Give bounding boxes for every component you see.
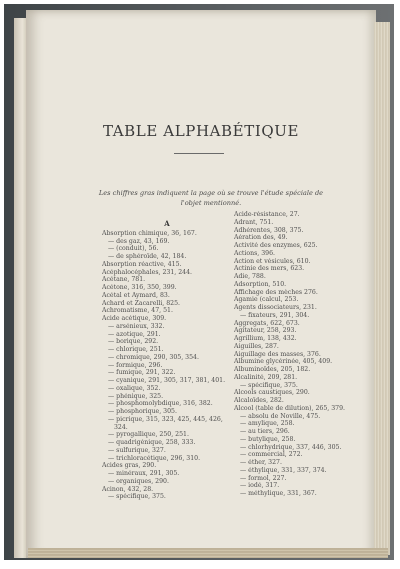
index-entry: Absorption chimique, 36, 167. — [102, 229, 197, 237]
index-entry: — phosphorique, 305. — [108, 408, 177, 415]
index-entry: — borique, 292. — [108, 338, 159, 346]
index-column-left — [102, 220, 232, 501]
index-entry: 324. — [114, 423, 128, 431]
right-entries — [234, 211, 364, 498]
index-entry: — iodé, 317. — [240, 482, 280, 490]
book-spine — [14, 18, 26, 558]
page-edges-bottom — [28, 548, 388, 558]
index-entry: Acide-résistance, 27. — [234, 211, 300, 218]
index-entry: — formique, 296. — [108, 361, 163, 369]
page-title: TABLE ALPHABÉTIQUE — [102, 122, 300, 140]
index-entry: — éther, 327. — [240, 459, 282, 466]
index-entry: Albumine glycérinée, 405, 409. — [234, 358, 333, 366]
index-entry: — de sphéroïde, 42, 184. — [108, 253, 187, 260]
index-entry: Actinie des mers, 623. — [234, 265, 305, 273]
index-entry: — fixateurs, 291, 304. — [240, 311, 310, 319]
index-note: Les chiffres gras indiquent la page où se trouve l'étude spéciale de l'objet mentionné. — [98, 189, 324, 207]
index-entry: Acide acétique, 309. — [102, 315, 167, 322]
index-entry: — formol, 227. — [240, 474, 287, 482]
index-entry: — phénique, 325. — [108, 392, 164, 400]
index-entry: — oxalique, 352. — [108, 384, 161, 392]
index-entry: — méthylique, 331, 367. — [240, 490, 317, 497]
index-entry: Acétone, 316, 350, 399. — [102, 284, 177, 291]
index-entry: Actions, 396. — [234, 249, 275, 257]
index-entry: — organiques, 290. — [108, 477, 169, 485]
index-entry: — phosphomolybdique, 316, 382. — [108, 400, 213, 408]
index-entry: Affichage des mèches 276. — [234, 288, 318, 296]
index-entry: Alcaloïdes, 282. — [234, 397, 284, 404]
index-entry: — éthylique, 331, 337, 374. — [240, 466, 327, 474]
index-entry: Agamie (calcul, 253. — [234, 296, 299, 304]
index-entry: — chlorhydrique, 337, 446, 305. — [240, 443, 342, 451]
index-entry: Alcalinité, 209, 281. — [234, 373, 298, 381]
page-edges — [374, 22, 390, 555]
index-entry: Aiguillage des masses, 376. — [234, 350, 321, 358]
index-entry: Acétane, 781. — [102, 276, 146, 284]
index-entry: — pyrogallique, 250, 251. — [108, 431, 189, 439]
index-entry: — quadrigénique, 258, 333. — [108, 439, 196, 446]
index-entry: — butylique, 258. — [240, 435, 296, 443]
index-entry: — spécifique, 375. — [240, 381, 298, 389]
index-entry: Acides gras, 290. — [102, 462, 157, 470]
left-entries — [102, 230, 232, 501]
index-entry: Acinon, 432, 28. — [102, 485, 154, 493]
index-entry: — chromique, 290, 305, 354. — [108, 353, 199, 361]
index-entry: Aiguilles, 287. — [234, 342, 279, 350]
index-entry: Achromatisme, 47, 51. — [102, 307, 173, 315]
book-photo-background — [4, 4, 394, 560]
index-entry: — minéraux, 291, 305. — [108, 470, 180, 477]
index-entry: — absolu de Noville, 475. — [240, 412, 321, 420]
index-entry: — spécifique, 375. — [108, 493, 166, 501]
index-entry: Alcools caustiques, 290. — [234, 389, 310, 397]
index-entry: Acéphalocéphales, 231, 244. — [102, 268, 192, 276]
index-entry: — commercial, 272. — [240, 451, 303, 459]
index-entry: Adsorption, 510. — [234, 280, 287, 288]
index-entry: — chlorique, 251. — [108, 346, 164, 353]
title-rule — [174, 153, 224, 154]
index-entry: Agitateur, 258, 293. — [234, 327, 297, 335]
index-entry: — cyanique, 291, 305, 317, 381, 401. — [108, 377, 226, 384]
index-entry: Achard et Zacarelli, 825. — [102, 299, 181, 307]
index-entry: — au tiers, 296. — [240, 428, 290, 435]
index-entry: Adhérentes, 308, 375. — [234, 226, 304, 234]
index-entry: Acétal et Aymard, 83. — [102, 291, 170, 299]
index-entry: Agrillium, 138, 432. — [234, 335, 297, 342]
section-letter: A — [164, 219, 170, 228]
index-entry: — des gaz, 43, 169. — [108, 237, 170, 245]
index-entry: Aération des, 49. — [234, 234, 288, 242]
index-entry: — azotique, 291. — [108, 330, 161, 338]
index-entry: Aggregats, 622, 673. — [234, 319, 300, 327]
index-entry: Adrant, 751. — [234, 218, 274, 226]
index-entry: — (conduit), 56. — [108, 245, 159, 253]
index-entry: Alcool (table de dilution), 265, 379. — [234, 404, 346, 412]
index-entry: Action et vésicules, 610. — [234, 257, 311, 265]
index-entry: — picrique, 315, 323, 425, 445, 426, — [108, 415, 223, 423]
index-column-right — [234, 211, 364, 498]
index-entry: — sulfurique, 327. — [108, 446, 166, 454]
index-entry: Albuminoïdes, 205, 182. — [234, 366, 311, 373]
book-page — [26, 10, 376, 558]
index-entry: Absorption réactive, 415. — [102, 260, 182, 268]
index-entry: — arsénieux, 332. — [108, 322, 165, 330]
index-entry: Adie, 788. — [234, 273, 266, 280]
index-entry: Activité des enzymes, 625. — [234, 242, 318, 249]
index-entry: Agents dissociateurs, 231. — [234, 304, 317, 311]
index-entry: — trichloracétique, 296, 310. — [108, 454, 201, 462]
index-entry: — amylique, 258. — [240, 420, 295, 428]
index-entry: — fumique, 291, 322. — [108, 369, 176, 377]
